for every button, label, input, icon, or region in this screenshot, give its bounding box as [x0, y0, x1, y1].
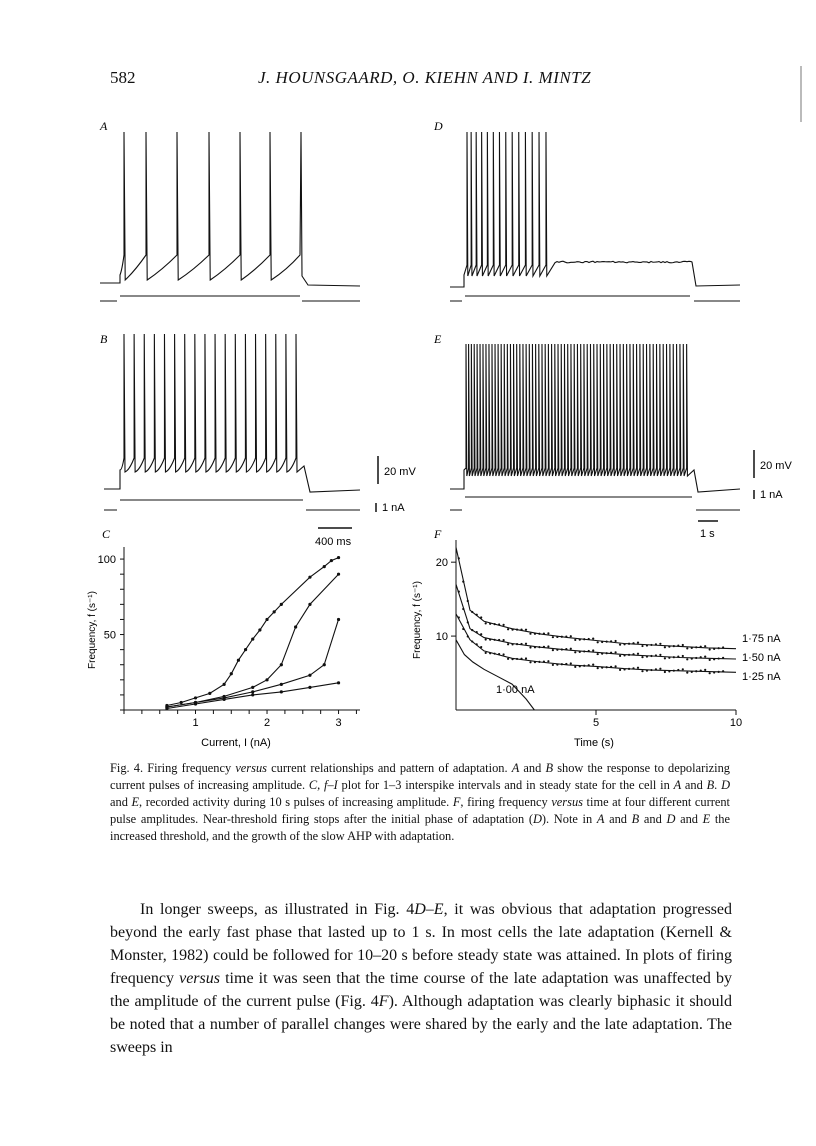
panel-f-data-point	[637, 642, 639, 644]
panel-f-data-point	[592, 638, 594, 640]
panel-f-ylabel: Frequency, f (s⁻¹)	[412, 581, 423, 659]
panel-f-data-point	[471, 611, 473, 613]
panel-c-ylabel: Frequency, f (s⁻¹)	[87, 591, 98, 669]
panel-f-data-point	[713, 648, 715, 650]
caption-italic: E	[702, 812, 711, 826]
panel-f-data-point	[718, 671, 720, 673]
panel-f-data-point	[646, 644, 648, 646]
caption-italic: A	[596, 812, 605, 826]
panel-f-data-point	[556, 636, 558, 638]
panel-f-data-point	[668, 646, 670, 648]
panel-f-data-point	[673, 656, 675, 658]
caption-italic: A	[511, 761, 520, 775]
panel-f-data-point	[655, 654, 657, 656]
panel-f-data-point	[547, 645, 549, 647]
panel-f-data-point	[686, 672, 688, 674]
caption-italic: F	[452, 795, 461, 809]
panel-f-data-point	[525, 629, 527, 631]
panel-f-data-point	[601, 653, 603, 655]
panel-f-data-point	[498, 653, 500, 655]
panel-f-data-point	[682, 655, 684, 657]
panel-f-data-point	[565, 663, 567, 665]
panel-f-data-point	[494, 623, 496, 625]
panel-f-data-point	[709, 648, 711, 650]
panel-f-data-point	[686, 647, 688, 649]
caption-text: the increased threshold, and the growth of the slow AHP with adaptation.	[110, 812, 730, 843]
panel-f-data-point	[588, 638, 590, 640]
panel-f-data-point	[677, 644, 679, 646]
body-text-italic: versus	[179, 970, 220, 987]
panel-f-data-point	[704, 669, 706, 671]
panel-f-data-point	[471, 629, 473, 631]
panel-f-data-point	[610, 652, 612, 654]
panel-f-data-point	[561, 663, 563, 665]
panel-f-data-point	[641, 670, 643, 672]
panel-f-data-point	[520, 658, 522, 660]
panel-f-data-point	[552, 664, 554, 666]
caption-text: Firing frequency	[143, 761, 236, 775]
panel-f-data-point	[511, 643, 513, 645]
panel-f-x-tick-label: 10	[729, 717, 743, 729]
panel-f-data-point	[476, 643, 478, 645]
panel-f-xlabel: Time (s)	[574, 737, 614, 749]
panel-f-data-point	[547, 632, 549, 634]
panel-f-data-point	[494, 639, 496, 641]
panel-f-data-point	[588, 650, 590, 652]
series-label-150: 1·50 nA	[742, 652, 781, 664]
panel-f-data-point	[650, 669, 652, 671]
panel-f-data-point	[543, 646, 545, 648]
panel-f-data-point	[623, 643, 625, 645]
panel-f-data-point	[722, 646, 724, 648]
panel-f-data-point	[561, 648, 563, 650]
caption-text: and	[519, 761, 546, 775]
caption-italic: E	[131, 795, 140, 809]
panel-f-data-point	[520, 643, 522, 645]
caption-italic: versus	[235, 761, 267, 775]
panel-f-data-point	[534, 661, 536, 663]
panel-f-data-point	[615, 665, 617, 667]
panel-f-data-point	[498, 639, 500, 641]
panel-f-data-point	[718, 647, 720, 649]
panel-f-data-point	[511, 628, 513, 630]
panel-f-data-point	[610, 666, 612, 668]
panel-f-data-point	[713, 658, 715, 660]
panel-f-data-point	[700, 656, 702, 658]
panel-f-data-point	[552, 649, 554, 651]
panel-f-data-point	[467, 600, 469, 602]
panel-f-data-point	[597, 653, 599, 655]
caption-text: and	[604, 812, 632, 826]
page-number: 582	[110, 68, 136, 87]
panel-f-data-point	[534, 646, 536, 648]
panel-f-data-point	[574, 651, 576, 653]
panel-f-y-tick-label: 10	[435, 631, 448, 644]
panel-f-data-point	[579, 651, 581, 653]
panel-f-data-point	[583, 638, 585, 640]
panel-f-data-point	[489, 639, 491, 641]
panel-f-data-point	[503, 624, 505, 626]
panel-f-data-point	[650, 644, 652, 646]
panel-f-data-point	[632, 653, 634, 655]
panel-f-data-point	[695, 657, 697, 659]
panel-f-data-point	[462, 608, 464, 610]
panel-f-data-point	[677, 656, 679, 658]
panel-f-data-point	[606, 641, 608, 643]
panel-f-data-point	[498, 623, 500, 625]
panel-f-data-point	[686, 658, 688, 660]
panel-f-data-point	[529, 633, 531, 635]
panel-f-data-point	[579, 665, 581, 667]
caption-text: plot for 1–3 interspike intervals and in steady state for the cell in	[337, 778, 674, 792]
panel-f-data-point	[570, 635, 572, 637]
panel-f-data-point	[704, 655, 706, 657]
panel-f-data-point	[574, 639, 576, 641]
series-label-100: 1·00 nA	[496, 684, 535, 696]
caption-italic: D	[532, 812, 542, 826]
panel-c-plot	[98, 547, 360, 729]
body-text-run: time it was seen that the time course of the late adaptation was unaffected by the amplitude of the current pulse (Fig. 4	[110, 970, 732, 1010]
panel-f-data-point	[565, 635, 567, 637]
voltage-scale-label-left: 20 mV	[384, 466, 416, 478]
caption-text: and	[681, 778, 707, 792]
panel-f-data-point	[691, 671, 693, 673]
running-head: J. HOUNSGAARD, O. KIEHN AND I. MINTZ	[258, 68, 592, 87]
panel-f-data-point	[632, 642, 634, 644]
panel-f-data-point	[668, 657, 670, 659]
trace-e	[450, 344, 740, 492]
panel-f-data-point	[507, 643, 509, 645]
caption-italic: A	[673, 778, 682, 792]
panel-f-data-point	[480, 633, 482, 635]
panel-f-data-point	[458, 557, 460, 559]
panel-f-data-point	[588, 664, 590, 666]
panel-f-data-point	[664, 657, 666, 659]
panel-f-data-point	[615, 640, 617, 642]
panel-f-data-point	[641, 656, 643, 658]
caption-italic: B	[545, 761, 554, 775]
panel-f-data-point	[538, 646, 540, 648]
panel-f-data-point	[583, 665, 585, 667]
panel-c-y-tick-label: 100	[97, 554, 116, 567]
panel-f-data-point	[525, 643, 527, 645]
panel-f-data-point	[480, 646, 482, 648]
trace-a	[100, 132, 360, 286]
panel-f-data-point	[547, 660, 549, 662]
panel-f-data-point	[529, 661, 531, 663]
panel-f-data-point	[704, 645, 706, 647]
panel-f-data-point	[462, 581, 464, 583]
panel-f-data-point	[673, 670, 675, 672]
panel-f-data-point	[467, 635, 469, 637]
panel-f-data-point	[543, 660, 545, 662]
caption-text: and	[675, 812, 703, 826]
panel-f-data-point	[628, 643, 630, 645]
panel-f-curve-2	[456, 584, 736, 659]
caption-text: .	[714, 778, 722, 792]
panel-f-data-point	[592, 664, 594, 666]
panel-c-xlabel: Current, I (nA)	[201, 737, 271, 749]
panel-label-a: A	[100, 119, 108, 133]
caption-italic: C, f–I	[308, 778, 338, 792]
panel-f-data-point	[682, 644, 684, 646]
panel-f-data-point	[597, 641, 599, 643]
panel-f-data-point	[722, 657, 724, 659]
panel-f-data-point	[601, 641, 603, 643]
trace-d	[450, 132, 740, 287]
panel-f-data-point	[579, 639, 581, 641]
panel-f-data-point	[574, 666, 576, 668]
panel-f-data-point	[623, 654, 625, 656]
panel-f-data-point	[709, 659, 711, 661]
body-text-italic: F	[378, 993, 389, 1010]
panel-f-data-point	[713, 671, 715, 673]
panel-f-data-point	[592, 649, 594, 651]
panel-f-data-point	[668, 670, 670, 672]
panel-f-data-point	[619, 644, 621, 646]
body-text-run: , it was obvious that adaptation progressed beyond the early fast phase that lasted up to 1 s. In most cells the late adaptation (Kernell & Monster, 1982) could be followed for 10–20 s before steady state was attained. In plots of firing frequency	[110, 901, 733, 987]
panel-f-data-point	[709, 672, 711, 674]
panel-label-c: C	[102, 527, 111, 541]
panel-f-x-tick-label: 5	[592, 717, 600, 729]
panel-f-data-point	[722, 670, 724, 672]
panel-f-data-point	[632, 667, 634, 669]
panel-f-data-point	[641, 645, 643, 647]
panel-f-data-point	[695, 646, 697, 648]
caption-label: Fig. 4.	[110, 761, 144, 775]
panel-f-data-point	[538, 661, 540, 663]
series-label-175: 1·75 nA	[742, 633, 781, 645]
panel-f-data-point	[606, 652, 608, 654]
panel-f-data-point	[628, 654, 630, 656]
panel-f-data-point	[646, 670, 648, 672]
current-scale-label-left: 1 nA	[382, 502, 405, 514]
panel-f-curve-3	[456, 614, 736, 672]
panel-label-b: B	[100, 332, 108, 346]
panel-f-data-point	[565, 648, 567, 650]
panel-f-data-point	[485, 652, 487, 654]
caption-italic: D	[721, 778, 731, 792]
panel-f-data-point	[516, 643, 518, 645]
panel-f-data-point	[556, 649, 558, 651]
voltage-scale-label-right: 20 mV	[760, 460, 792, 472]
body-text-run: In longer sweeps, as illustrated in Fig. 4	[140, 901, 415, 918]
panel-f-data-point	[476, 631, 478, 633]
body-text-italic: D–E	[414, 901, 444, 918]
panel-f-data-point	[695, 670, 697, 672]
trace-b	[104, 334, 360, 492]
panel-f-data-point	[507, 628, 509, 630]
panel-c-x-tick-label: 3	[335, 717, 342, 729]
panel-c-x-tick-label: 1	[192, 717, 199, 729]
panel-f-data-point	[516, 629, 518, 631]
panel-f-data-point	[561, 636, 563, 638]
panel-f-data-point	[458, 616, 460, 618]
panel-f-data-point	[570, 648, 572, 650]
panel-f-data-point	[606, 666, 608, 668]
panel-f-data-point	[700, 646, 702, 648]
trace-panels	[100, 132, 740, 510]
panel-f-data-point	[623, 668, 625, 670]
panel-f-data-point	[552, 636, 554, 638]
panel-f-curve-4	[456, 640, 534, 710]
caption-italic: versus	[551, 795, 583, 809]
panel-f-data-point	[691, 658, 693, 660]
panel-f-data-point	[538, 633, 540, 635]
panel-f-data-point	[659, 643, 661, 645]
panel-f-data-point	[601, 667, 603, 669]
panel-f-data-point	[485, 638, 487, 640]
panel-f-data-point	[503, 653, 505, 655]
panel-f-plot	[436, 540, 742, 729]
panel-label-e: E	[434, 332, 442, 346]
current-scale-label-right: 1 nA	[760, 489, 783, 501]
figure-caption	[110, 760, 730, 845]
panel-f-data-point	[462, 628, 464, 630]
panel-f-data-point	[628, 668, 630, 670]
series-label-125: 1·25 nA	[742, 671, 781, 683]
panel-f-data-point	[471, 640, 473, 642]
panel-f-data-point	[646, 655, 648, 657]
panel-f-data-point	[664, 646, 666, 648]
panel-f-data-point	[503, 639, 505, 641]
panel-f-data-point	[610, 640, 612, 642]
panel-f-data-point	[489, 652, 491, 654]
caption-text: and	[639, 812, 667, 826]
panel-f-data-point	[673, 645, 675, 647]
panel-f-data-point	[476, 614, 478, 616]
panel-f-data-point	[597, 667, 599, 669]
panel-f-data-point	[467, 621, 469, 623]
panel-f-data-point	[659, 668, 661, 670]
panel-f-data-point	[543, 632, 545, 634]
panel-f-data-point	[659, 654, 661, 656]
panel-f-data-point	[583, 650, 585, 652]
panel-f-data-point	[511, 658, 513, 660]
panel-f-data-point	[520, 629, 522, 631]
time-scale-label-left: 400 ms	[315, 536, 352, 548]
panel-f-y-tick-label: 20	[435, 557, 448, 570]
panel-f-data-point	[619, 655, 621, 657]
caption-text: current relationships and pattern of adaptation.	[266, 761, 512, 775]
panel-label-d: D	[434, 119, 443, 133]
panel-f-data-point	[677, 669, 679, 671]
panel-f-data-point	[534, 633, 536, 635]
body-text-run: ). Although adaptation was clearly biphasic it should be noted that a number of parallel changes were shared by the early and the late adaptation. The sweeps in	[110, 993, 732, 1056]
panel-f-data-point	[494, 653, 496, 655]
caption-text: , firing frequency	[460, 795, 552, 809]
caption-text: and	[110, 795, 132, 809]
panel-f-data-point	[516, 658, 518, 660]
body-paragraph	[110, 898, 732, 1059]
panel-f-data-point	[485, 622, 487, 624]
panel-f-data-point	[507, 658, 509, 660]
panel-f-curve-1	[456, 547, 736, 648]
caption-text: show the response to depolarizing current pulses of increasing amplitude.	[110, 761, 730, 792]
panel-f-data-point	[682, 668, 684, 670]
panel-f-data-point	[458, 591, 460, 593]
caption-italic: B	[631, 812, 640, 826]
time-scale-label-right: 1 s	[700, 528, 715, 540]
panel-f-data-point	[480, 616, 482, 618]
caption-text: , recorded activity during 10 s pulses of increasing amplitude.	[139, 795, 453, 809]
panel-c-y-tick-label: 50	[103, 629, 116, 642]
panel-c-x-tick-label: 2	[263, 717, 271, 729]
panel-c-fit-curve-1	[167, 558, 339, 706]
panel-f-data-point	[489, 623, 491, 625]
caption-text: time at four different current pulse amplitudes. Near-threshold firing stops after the initial phase of adaptation (	[110, 795, 730, 826]
panel-f-data-point	[529, 646, 531, 648]
panel-f-data-point	[664, 671, 666, 673]
panel-f-data-point	[619, 669, 621, 671]
panel-f-data-point	[556, 663, 558, 665]
panel-f-data-point	[700, 669, 702, 671]
caption-italic: B	[706, 778, 715, 792]
panel-f-data-point	[718, 657, 720, 659]
panel-f-data-point	[525, 657, 527, 659]
panel-label-f: F	[434, 527, 442, 541]
caption-italic: D	[666, 812, 676, 826]
panel-f-data-point	[637, 653, 639, 655]
panel-f-data-point	[570, 662, 572, 664]
panel-f-data-point	[615, 651, 617, 653]
caption-text: ). Note in	[541, 812, 597, 826]
panel-f-data-point	[655, 643, 657, 645]
panel-f-data-point	[691, 647, 693, 649]
panel-f-data-point	[655, 668, 657, 670]
panel-f-data-point	[637, 667, 639, 669]
panel-f-data-point	[650, 655, 652, 657]
